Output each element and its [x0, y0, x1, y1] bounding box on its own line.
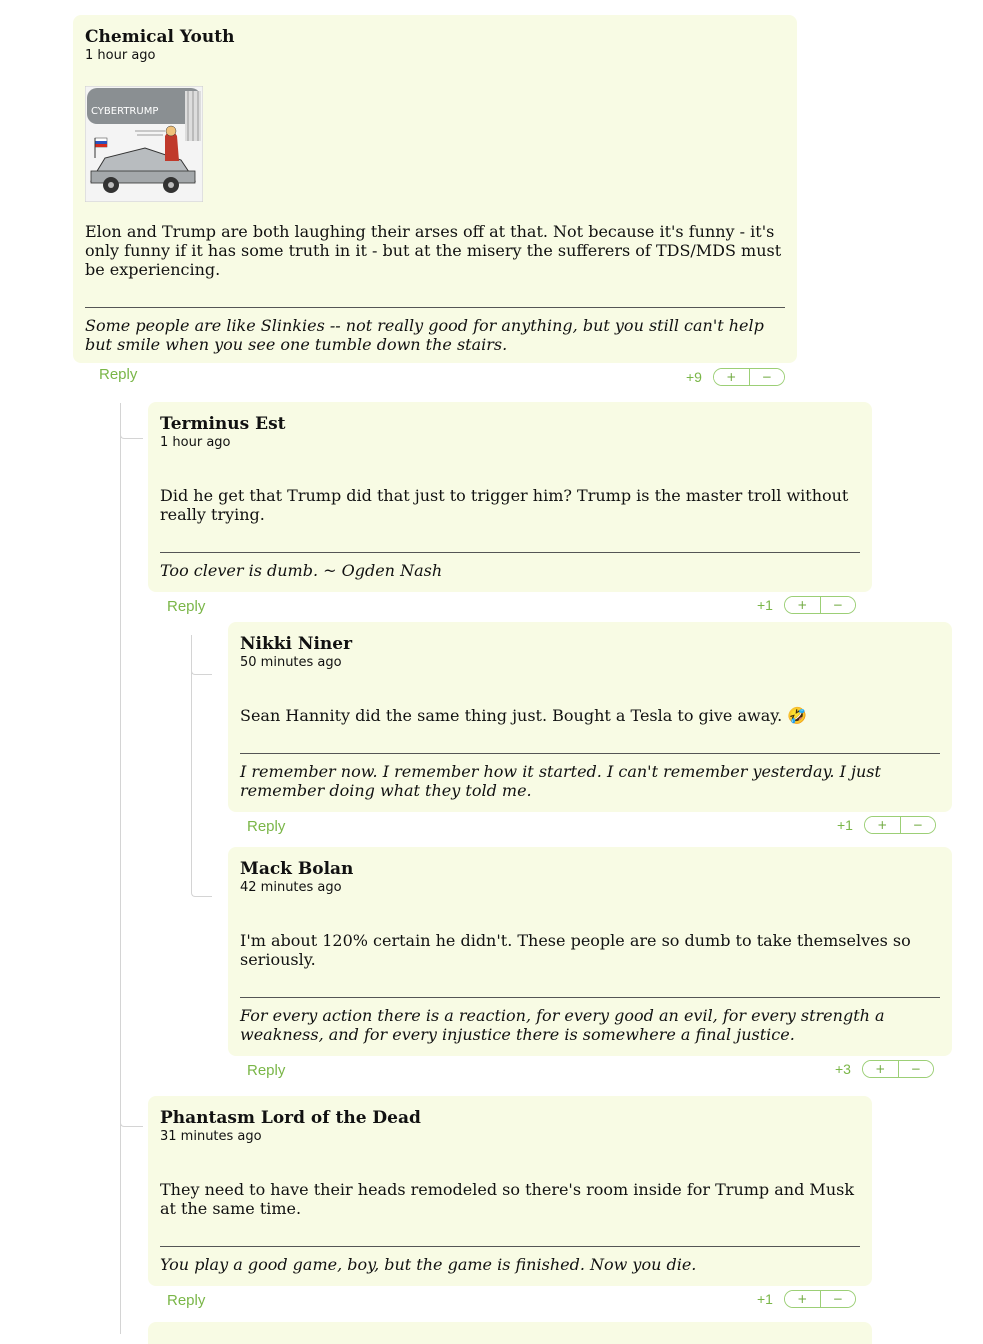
thread-elbow — [120, 420, 143, 439]
comment-author[interactable]: Chemical Youth — [85, 27, 235, 47]
vote-controls — [713, 368, 785, 386]
comment-card — [148, 402, 872, 592]
thread-elbow — [191, 880, 212, 897]
comment-author[interactable]: Phantasm Lord of the Dead — [160, 1108, 421, 1128]
comment-author[interactable]: Nikki Niner — [240, 634, 353, 654]
comment-author[interactable]: Terminus Est — [160, 414, 286, 434]
comment-signature: Too clever is dumb. ~ Ogden Nash — [160, 561, 443, 580]
reply-button[interactable]: Reply — [167, 1292, 206, 1309]
comment-image-caption: CYBERTRUMP — [91, 106, 159, 117]
downvote-button[interactable]: − — [898, 1061, 934, 1077]
vote-score: +3 — [835, 1061, 851, 1077]
comment-body: They need to have their heads remodeled so there's room inside for Trump and Musk at the same time. — [160, 1180, 855, 1218]
comment-image[interactable] — [85, 86, 203, 202]
comment-signature: You play a good game, boy, but the game is finished. Now you die. — [160, 1255, 697, 1274]
comment-body: I'm about 120% certain he didn't. These people are so dumb to take themselves so seriously. — [240, 931, 911, 969]
comment-card — [228, 847, 952, 1056]
thread-elbow — [120, 1110, 143, 1127]
comment-card — [73, 15, 797, 363]
vote-score: +9 — [686, 369, 702, 385]
upvote-button[interactable]: + — [714, 369, 749, 385]
downvote-button[interactable]: − — [820, 597, 856, 613]
signature-divider — [160, 1246, 860, 1247]
vote-controls — [864, 816, 936, 834]
upvote-button[interactable]: + — [863, 1061, 898, 1077]
comment-timestamp: 42 minutes ago — [240, 880, 342, 895]
comment-timestamp: 1 hour ago — [160, 435, 231, 450]
signature-divider — [85, 307, 785, 308]
vote-score: +1 — [837, 817, 853, 833]
upvote-button[interactable]: + — [785, 1291, 820, 1307]
upvote-button[interactable]: + — [865, 817, 900, 833]
thread-line-level1 — [120, 403, 121, 1334]
vote-score: +1 — [757, 1291, 773, 1307]
vote-controls — [862, 1060, 934, 1078]
downvote-button[interactable]: − — [820, 1291, 856, 1307]
comment-author[interactable]: Mack Bolan — [240, 859, 354, 879]
signature-divider — [240, 997, 940, 998]
upvote-button[interactable]: + — [785, 597, 820, 613]
downvote-button[interactable]: − — [900, 817, 936, 833]
comment-signature: Some people are like Slinkies -- not really good for anything, but you still can't help but smile when you see one tumble down the stairs. — [85, 316, 764, 354]
thread-elbow — [191, 658, 212, 675]
comment-signature: For every action there is a reaction, for every good an evil, for every strength a weakness, and for every injustice there is somewhere a final justice. — [240, 1006, 885, 1044]
reply-button[interactable]: Reply — [167, 598, 206, 615]
comment-timestamp: 1 hour ago — [85, 48, 156, 63]
vote-score: +1 — [757, 597, 773, 613]
comment-card-partial — [148, 1322, 872, 1344]
comment-body: Sean Hannity did the same thing just. Bought a Tesla to give away. 🤣 — [240, 706, 808, 725]
comment-card — [148, 1096, 872, 1286]
comment-timestamp: 50 minutes ago — [240, 655, 342, 670]
comment-timestamp: 31 minutes ago — [160, 1129, 262, 1144]
signature-divider — [160, 552, 860, 553]
comment-card — [228, 622, 952, 812]
reply-button[interactable]: Reply — [99, 366, 138, 383]
comment-signature: I remember now. I remember how it started. I can't remember yesterday. I just remember doing what they told me. — [240, 762, 881, 800]
comment-body: Did he get that Trump did that just to trigger him? Trump is the master troll without really trying. — [160, 486, 849, 524]
comment-body: Elon and Trump are both laughing their arses off at that. Not because it's funny - it's only funny if it has some truth in it - but at the misery the sufferers of TDS/MDS must be experiencing. — [85, 222, 782, 279]
reply-button[interactable]: Reply — [247, 818, 286, 835]
downvote-button[interactable]: − — [749, 369, 785, 385]
vote-controls — [784, 596, 856, 614]
signature-divider — [240, 753, 940, 754]
reply-button[interactable]: Reply — [247, 1062, 286, 1079]
vote-controls — [784, 1290, 856, 1308]
